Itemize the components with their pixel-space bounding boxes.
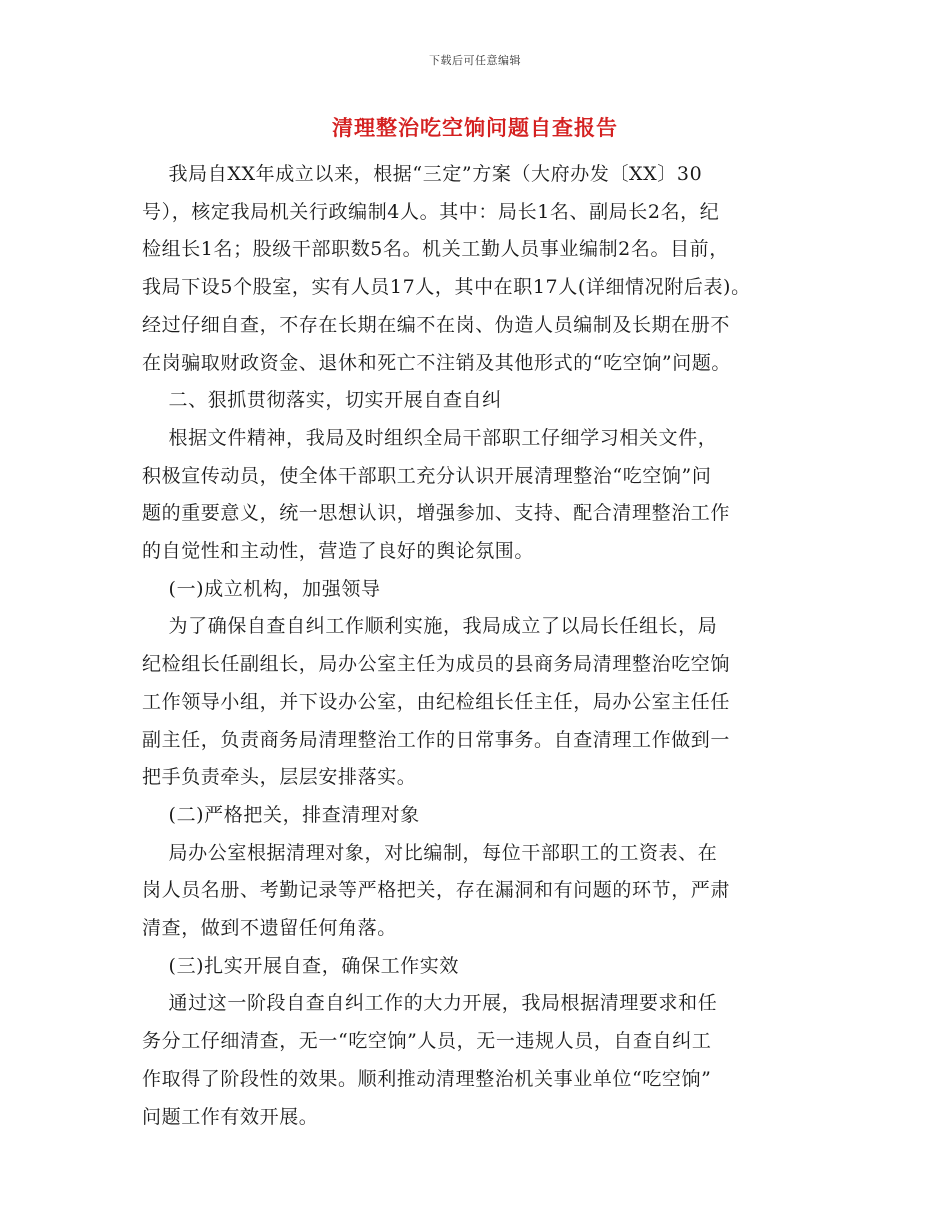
body-line: 副主任，负责商务局清理整治工作的日常事务。自查清理工作做到一 xyxy=(142,728,731,751)
body-line: 通过这一阶段自查自纠工作的大力开展，我局根据清理要求和任 xyxy=(142,992,718,1015)
body-line: 二、狠抓贯彻落实，切实开展自查自纠 xyxy=(142,389,502,412)
body-line: 在岗骗取财政资金、退休和死亡不注销及其他形式的“吃空饷”问题。 xyxy=(142,351,732,374)
body-line: 工作领导小组，并下设办公室，由纪检组长任主任，局办公室主任任 xyxy=(142,690,731,713)
body-line: 题的重要意义，统一思想认识，增强参加、支持、配合清理整治工作 xyxy=(142,502,731,525)
body-line: 问题工作有效开展。 xyxy=(142,1105,319,1128)
body-line: 纪检组长任副组长，局办公室主任为成员的县商务局清理整治吃空饷 xyxy=(142,653,731,676)
body-line: 积极宣传动员，使全体干部职工充分认识开展清理整治“吃空饷”问 xyxy=(142,464,712,487)
document-title: 清理整治吃空饷问题自查报告 xyxy=(332,115,618,140)
body-line: 清查，做到不遗留任何角落。 xyxy=(142,917,397,940)
body-line: 为了确保自查自纠工作顺利实施，我局成立了以局长任组长，局 xyxy=(142,615,718,638)
body-line: (一)成立机构，加强领导 xyxy=(142,577,381,600)
body-line: 检组长1名；股级干部职数5名。机关工勤人员事业编制2名。目前， xyxy=(142,238,729,261)
body-line: (三)扎实开展自查，确保工作实效 xyxy=(142,954,459,977)
body-line: 作取得了阶段性的效果。顺利推动清理整治机关事业单位“吃空饷” xyxy=(142,1067,712,1090)
body-line: 经过仔细自查，不存在长期在编不在岗、伪造人员编制及长期在册不 xyxy=(142,313,731,336)
body-line: 岗人员名册、考勤记录等严格把关，存在漏洞和有问题的环节，严肃 xyxy=(142,879,731,902)
body-line: 把手负责牵头，层层安排落实。 xyxy=(142,766,417,789)
body-line: 我局下设5个股室，实有人员17人，其中在职17人(详细情况附后表)。 xyxy=(142,276,751,299)
body-line: 根据文件精神，我局及时组织全局干部职工仔细学习相关文件， xyxy=(142,426,718,449)
body-line: 的自觉性和主动性，营造了良好的舆论氛围。 xyxy=(142,540,535,563)
body-line: (二)严格把关，排查清理对象 xyxy=(142,803,420,826)
header-note: 下载后可任意编辑 xyxy=(429,54,521,67)
body-line: 务分工仔细清查，无一“吃空饷”人员，无一违规人员，自查自纠工 xyxy=(142,1030,712,1053)
body-line: 号），核定我局机关行政编制4人。其中：局长1名、副局长2名，纪 xyxy=(142,200,720,223)
body-line: 局办公室根据清理对象，对比编制，每位干部职工的工资表、在 xyxy=(142,841,718,864)
body-line: 我局自XX年成立以来，根据“三定”方案（大府办发〔XX〕30 xyxy=(142,163,703,185)
document-body xyxy=(142,156,822,1136)
